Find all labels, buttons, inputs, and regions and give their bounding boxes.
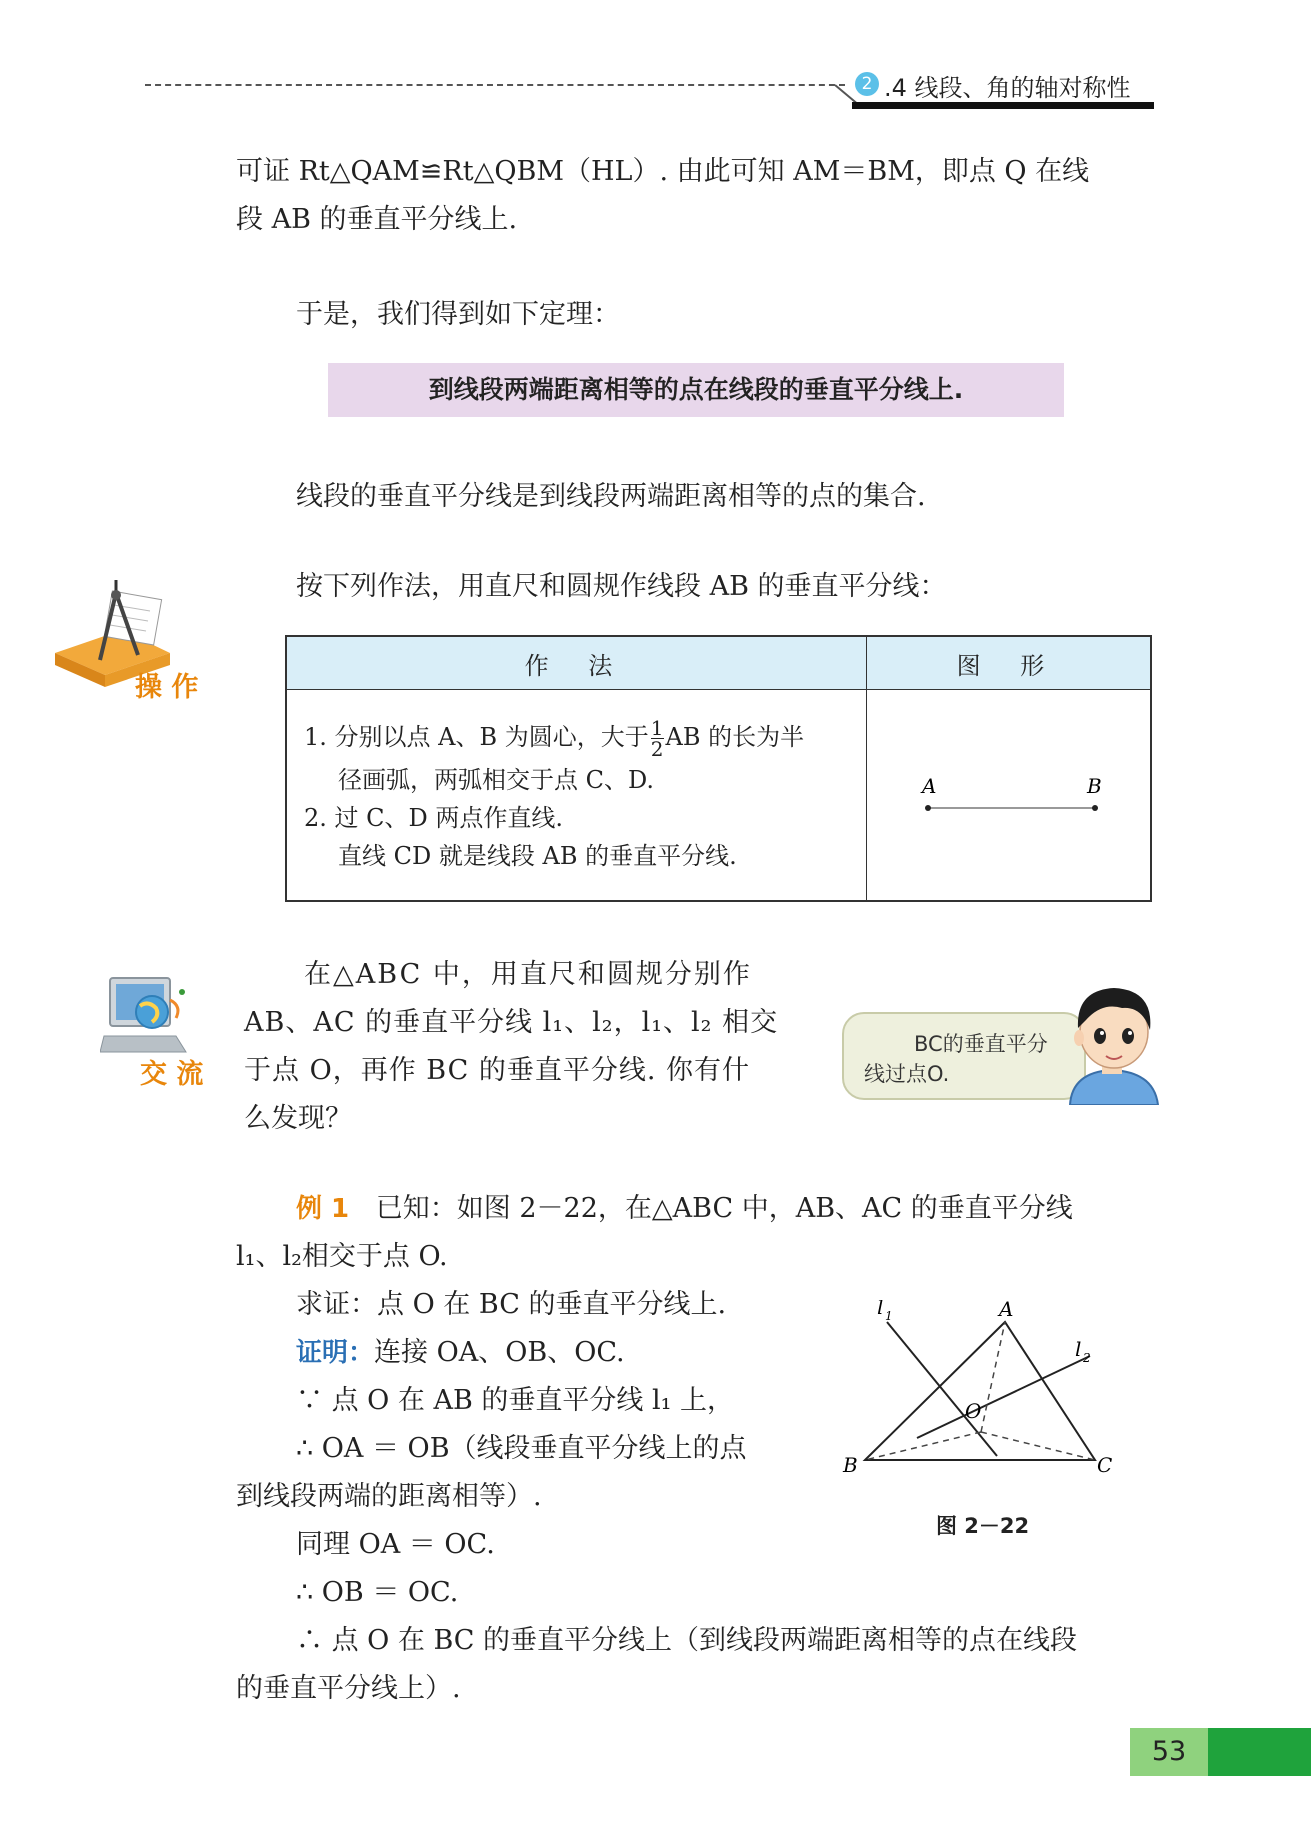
example-given-line-2: l₁、l₂相交于点 O.	[236, 1241, 448, 1272]
paragraph-3: 线段的垂直平分线是到线段两端距离相等的点的集合.	[296, 481, 926, 512]
exchange-line-3: 于点 O，再作 BC 的垂直平分线. 你有什	[244, 1055, 751, 1086]
header-bar	[852, 102, 1154, 109]
fig-label-o: O	[965, 1399, 982, 1423]
exchange-line-1: 在△ABC 中，用直尺和圆规分别作	[304, 959, 752, 990]
page-number-bar	[1208, 1728, 1311, 1776]
fig-label-l2: l	[1075, 1337, 1082, 1361]
proof-line-6: ∴ OB ＝ OC.	[296, 1577, 459, 1608]
figure-caption: 图 2－22	[936, 1514, 1030, 1538]
example-label: 例 1	[296, 1194, 350, 1224]
point-a-label: A	[922, 774, 937, 798]
bubble-line-1: BC的垂直平分	[914, 1032, 1048, 1056]
table-figure-cell	[867, 690, 1152, 902]
step-1-text-c: 径画弧，两弧相交于点 C、D.	[338, 766, 655, 794]
fig-label-l1-sub: 1	[885, 1309, 893, 1323]
table-steps-cell	[286, 690, 867, 902]
paragraph-4: 按下列作法，用直尺和圆规作线段 AB 的垂直平分线：	[296, 571, 947, 602]
fig-label-l1: l	[877, 1300, 884, 1319]
figure-2-22	[835, 1300, 1125, 1480]
paragraph-1-line-2: 段 AB 的垂直平分线上.	[236, 204, 518, 235]
segment-ab-figure	[867, 690, 1155, 898]
example-given-line-1: 已知：如图 2－22，在△ABC 中，AB、AC 的垂直平分线	[375, 1193, 1073, 1224]
proof-row-1	[296, 1329, 625, 1377]
construction-table	[285, 635, 1152, 902]
fig-label-c: C	[1097, 1453, 1113, 1477]
fig-label-l2-sub: 2	[1083, 1351, 1091, 1365]
exchange-line-4: 么发现？	[244, 1103, 352, 1134]
point-b-label: B	[1087, 774, 1102, 798]
bubble-line-2: 线过点O.	[864, 1062, 950, 1086]
step-1-text-b: AB 的长为半	[665, 723, 805, 751]
fraction-denominator: 2	[650, 737, 664, 761]
speech-bubble	[842, 1012, 1086, 1100]
theorem-box	[328, 363, 1064, 417]
section-title: .4 线段、角的轴对称性	[884, 74, 1131, 102]
section-badge: 2	[855, 72, 879, 96]
header-dashed-rule	[145, 84, 845, 86]
step-2-text-b: 直线 CD 就是线段 AB 的垂直平分线.	[338, 842, 737, 870]
paragraph-1-line-1: 可证 Rt△QAM≌Rt△QBM（HL）. 由此可知 AM＝BM，即点 Q 在线	[236, 156, 1090, 187]
proof-line-1: 连接 OA、OB、OC.	[374, 1337, 625, 1368]
exchange-label: 交 流	[140, 1059, 204, 1090]
example-prove: 求证：点 O 在 BC 的垂直平分线上.	[296, 1289, 727, 1320]
table-header-method: 作 法	[286, 636, 867, 690]
step-2-text-a: 2. 过 C、D 两点作直线.	[304, 804, 564, 832]
proof-line-3: ∴ OA ＝ OB（线段垂直平分线上的点	[296, 1433, 747, 1464]
table-header-figure: 图 形	[867, 636, 1152, 690]
student-avatar	[1062, 980, 1164, 1105]
fig-label-b: B	[843, 1453, 858, 1477]
proof-line-4: 到线段两端的距离相等）.	[236, 1481, 542, 1512]
one-half-fraction	[651, 718, 664, 759]
proof-line-5: 同理 OA ＝ OC.	[296, 1529, 495, 1560]
fig-label-a: A	[999, 1300, 1014, 1321]
exchange-line-2: AB、AC 的垂直平分线 l₁、l₂，l₁、l₂ 相交	[244, 1007, 779, 1038]
example-heading-row	[296, 1185, 1073, 1233]
step-1-text-a: 1. 分别以点 A、B 为圆心，大于	[304, 723, 649, 751]
proof-label: 证明：	[296, 1338, 375, 1368]
proof-line-2: ∵ 点 O 在 AB 的垂直平分线 l₁ 上，	[296, 1385, 735, 1416]
operate-label: 操 作	[135, 672, 199, 703]
page-number: 53	[1130, 1728, 1208, 1776]
proof-line-8: 的垂直平分线上）.	[236, 1673, 461, 1704]
paragraph-2: 于是，我们得到如下定理：	[296, 299, 620, 330]
fraction-numerator: 1	[650, 716, 664, 740]
theorem-text: 到线段两端距离相等的点在线段的垂直平分线上.	[428, 375, 964, 404]
proof-line-7: ∴ 点 O 在 BC 的垂直平分线上（到线段两端距离相等的点在线段	[296, 1625, 1078, 1656]
